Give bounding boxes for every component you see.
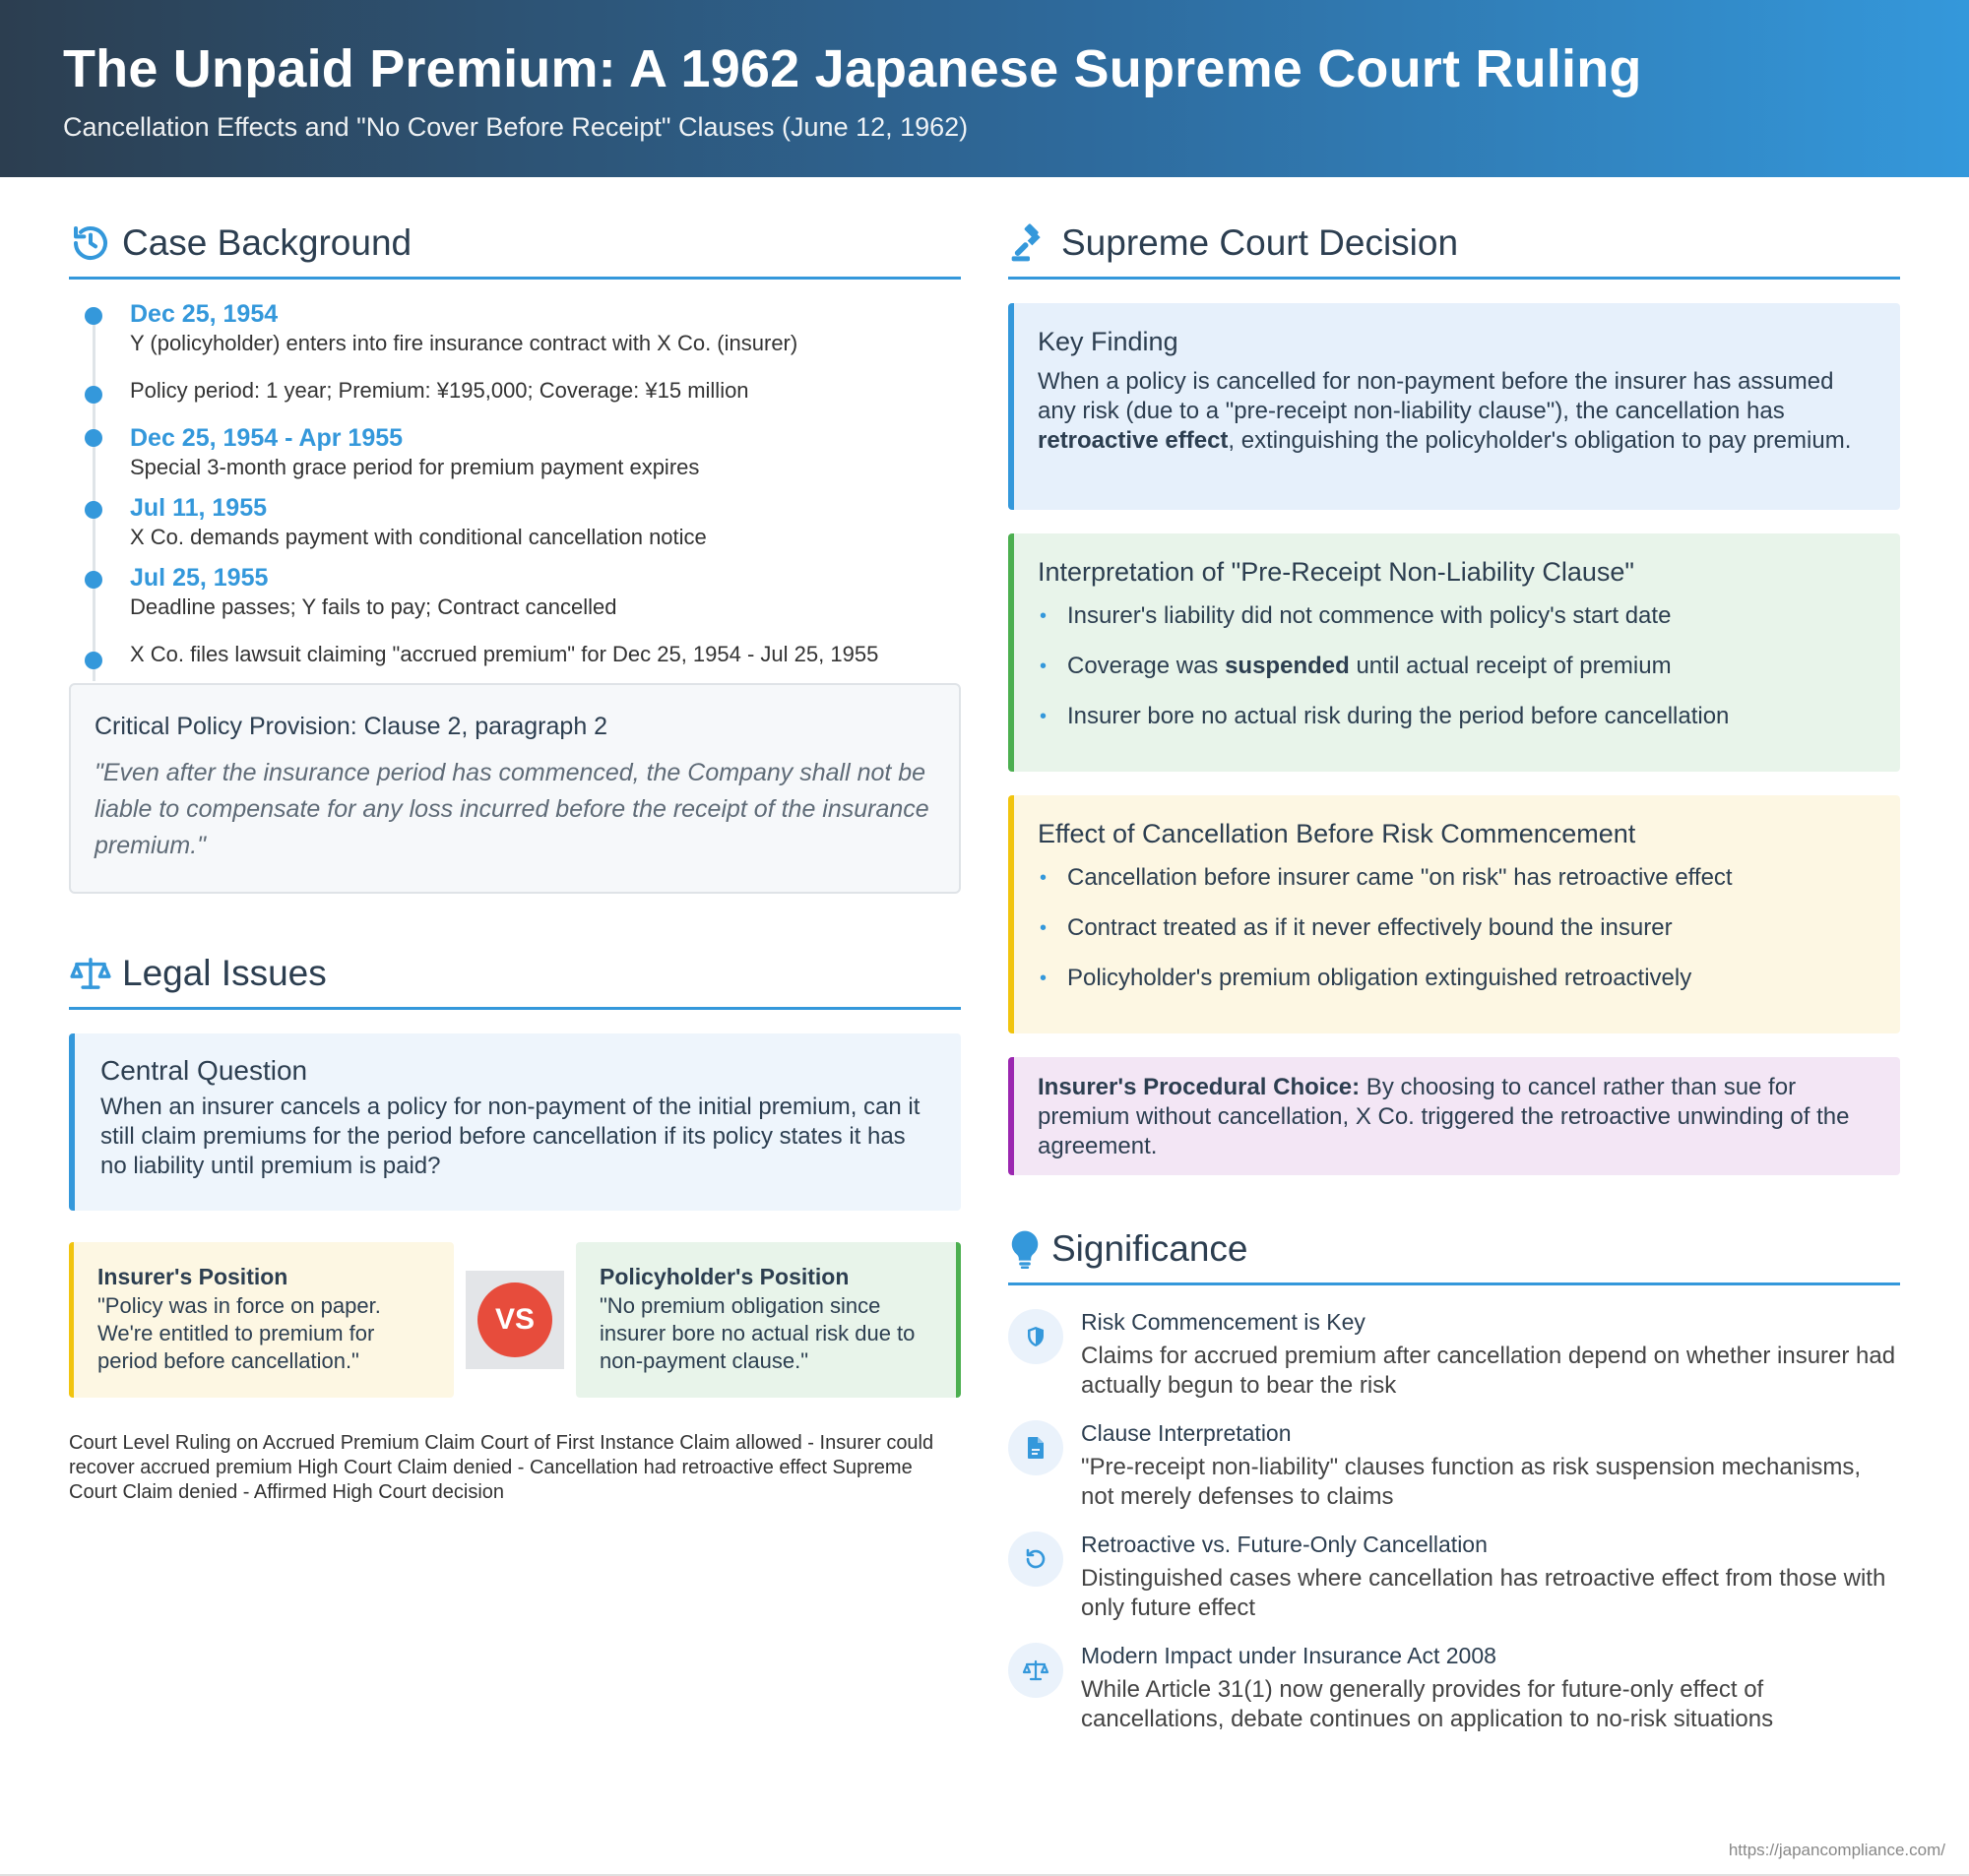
case-background-heading	[69, 217, 961, 280]
interpretation-card	[1008, 533, 1900, 772]
insurer-position-card	[69, 1242, 454, 1398]
timeline-item	[130, 299, 961, 358]
key-finding-text-part: When a policy is cancelled for non-payment before the insurer has assumed any risk (due to a "pre-receipt non-liability clause"), the cancellation has	[1038, 368, 1834, 424]
interpretation-list	[1038, 601, 1876, 731]
timeline-text: Deadline passes; Y fails to pay; Contract cancelled	[130, 594, 617, 619]
scales-icon	[69, 952, 112, 995]
procedural-choice-body: By choosing to cancel rather than sue for premium without cancellation, X Co. triggered the retroactive unwinding of the agreement.	[1038, 1074, 1850, 1159]
policyholder-position-title: Policyholder's Position	[600, 1264, 850, 1289]
provision-title: Critical Policy Provision: Clause 2, paragraph 2	[95, 713, 608, 740]
procedural-choice-text	[1038, 1073, 1876, 1161]
central-question-text: When an insurer cancels a policy for non-payment of the initial premium, can it still claim premiums for the period before cancellation if its policy states it has no liability until premium is paid?	[100, 1094, 921, 1179]
timeline-item	[130, 423, 961, 482]
list-item: • Cancellation before insurer came "on risk" has retroactive effect	[1038, 863, 1876, 893]
source-url: https://japancompliance.com/	[1728, 1841, 1945, 1859]
significance-item-title: Risk Commencement is Key	[1081, 1309, 1366, 1335]
timeline-dot	[85, 652, 102, 669]
cancellation-effect-card	[1008, 795, 1900, 1033]
key-finding-title: Key Finding	[1038, 327, 1178, 356]
undo-icon	[1008, 1532, 1063, 1587]
timeline-dot	[85, 571, 102, 589]
legal-issues-heading	[69, 947, 961, 1010]
procedural-choice-label: Insurer's Procedural Choice:	[1038, 1074, 1361, 1100]
insurer-position-title: Insurer's Position	[97, 1264, 288, 1289]
timeline-date: Jul 25, 1955	[130, 564, 269, 592]
provision-quote: "Even after the insurance period has commenced, the Company shall not be liable to compensate for any loss incurred before the receipt of the insurance premium."	[95, 759, 929, 859]
section-title: Supreme Court Decision	[1061, 221, 1459, 263]
cancellation-effect-list	[1038, 863, 1876, 993]
procedural-choice-card	[1008, 1057, 1900, 1175]
significance-item	[1008, 1643, 1900, 1734]
list-item	[1038, 652, 1876, 681]
significance-item-text: Distinguished cases where cancellation has retroactive effect from those with only future effect	[1081, 1565, 1886, 1621]
key-finding-emphasis: retroactive effect	[1038, 427, 1229, 454]
significance-item	[1008, 1420, 1900, 1512]
key-finding-card	[1008, 303, 1900, 510]
timeline-date: Jul 11, 1955	[130, 494, 268, 522]
policy-provision-box	[69, 683, 961, 894]
list-item: • Policyholder's premium obligation extinguished retroactively	[1038, 964, 1876, 993]
insurer-position-text: "Policy was in force on paper. We're entitled to premium for period before cancellation."	[97, 1293, 381, 1373]
document-icon	[1008, 1420, 1063, 1475]
timeline-date: Dec 25, 1954 - Apr 1955	[130, 424, 404, 452]
central-question-title: Central Question	[100, 1055, 308, 1086]
timeline-item	[130, 493, 961, 552]
timeline-text: X Co. demands payment with conditional cancellation notice	[130, 525, 707, 549]
section-title: Significance	[1051, 1227, 1248, 1269]
significance-item	[1008, 1532, 1900, 1623]
policyholder-position-card	[576, 1242, 961, 1398]
court-rulings-text: Court Level Ruling on Accrued Premium Claim Court of First Instance Claim allowed - Insurer could recover accrued premium High Court Claim denied - Cancellation had retroactive effect Supreme Court Claim denied - Affirmed High Court decision	[69, 1432, 934, 1503]
page-title: The Unpaid Premium: A 1962 Japanese Supreme Court Ruling	[63, 39, 1642, 98]
list-item-text: Coverage was	[1067, 653, 1226, 679]
section-title: Case Background	[122, 221, 413, 263]
page-header	[0, 0, 1969, 177]
central-question-box	[69, 1033, 961, 1211]
right-column	[1008, 217, 1900, 1754]
significance-item-text: While Article 31(1) now generally provides for future-only effect of cancellations, debate continues on application to no-risk situations	[1081, 1676, 1774, 1732]
shield-icon	[1008, 1309, 1063, 1364]
scales-icon	[1008, 1643, 1063, 1698]
cancellation-effect-title: Effect of Cancellation Before Risk Commencement	[1038, 819, 1636, 848]
list-item: • Contract treated as if it never effectively bound the insurer	[1038, 913, 1876, 943]
page-subtitle: Cancellation Effects and "No Cover Before Receipt" Clauses (June 12, 1962)	[63, 112, 969, 142]
significance-item-text: "Pre-receipt non-liability" clauses function as risk suspension mechanisms, not merely defenses to claims	[1081, 1454, 1862, 1510]
timeline-text: Policy period: 1 year; Premium: ¥195,000; Coverage: ¥15 million	[130, 378, 749, 403]
timeline-date: Dec 25, 1954	[130, 300, 279, 328]
significance-item-title: Retroactive vs. Future-Only Cancellation	[1081, 1532, 1488, 1557]
list-item-emphasis: suspended	[1225, 653, 1350, 679]
timeline-item	[130, 563, 961, 622]
key-finding-text	[1038, 367, 1876, 456]
key-finding-text-part: , extinguishing the policyholder's obligation to pay premium.	[1228, 427, 1852, 454]
left-column	[69, 217, 961, 1505]
timeline-item	[130, 640, 961, 669]
versus-divider	[466, 1271, 564, 1369]
significance-item-text: Claims for accrued premium after cancellation depend on whether insurer had actually begun to bear the risk	[1081, 1343, 1896, 1399]
significance-item-title: Modern Impact under Insurance Act 2008	[1081, 1643, 1496, 1668]
significance-heading	[1008, 1222, 1900, 1285]
gavel-icon	[1008, 221, 1051, 265]
versus-badge: VS	[477, 1282, 552, 1357]
section-title: Legal Issues	[122, 952, 327, 993]
policyholder-position-text: "No premium obligation since insurer bore no actual risk due to non-payment clause."	[600, 1293, 916, 1373]
timeline-text: Special 3-month grace period for premium payment expires	[130, 455, 700, 479]
timeline-text: Y (policyholder) enters into fire insurance contract with X Co. (insurer)	[130, 331, 798, 355]
content-area	[0, 177, 1969, 1876]
timeline	[69, 299, 961, 669]
timeline-text: X Co. files lawsuit claiming "accrued premium" for Dec 25, 1954 - Jul 25, 1955	[130, 642, 879, 666]
positions-comparison	[69, 1242, 961, 1398]
lightbulb-icon	[1008, 1227, 1042, 1271]
significance-item	[1008, 1309, 1900, 1401]
list-item: • Insurer bore no actual risk during the period before cancellation	[1038, 702, 1876, 731]
interpretation-title: Interpretation of "Pre-Receipt Non-Liability Clause"	[1038, 557, 1634, 587]
significance-list	[1008, 1309, 1900, 1734]
timeline-item	[130, 376, 961, 406]
significance-item-title: Clause Interpretation	[1081, 1420, 1292, 1446]
timeline-dot	[85, 501, 102, 519]
list-item-text: until actual receipt of premium	[1349, 653, 1672, 679]
history-icon	[69, 221, 112, 265]
timeline-dot	[85, 386, 102, 404]
list-item: • Insurer's liability did not commence with policy's start date	[1038, 601, 1876, 631]
timeline-dot	[85, 307, 102, 325]
decision-heading	[1008, 217, 1900, 280]
timeline-dot	[85, 429, 102, 447]
